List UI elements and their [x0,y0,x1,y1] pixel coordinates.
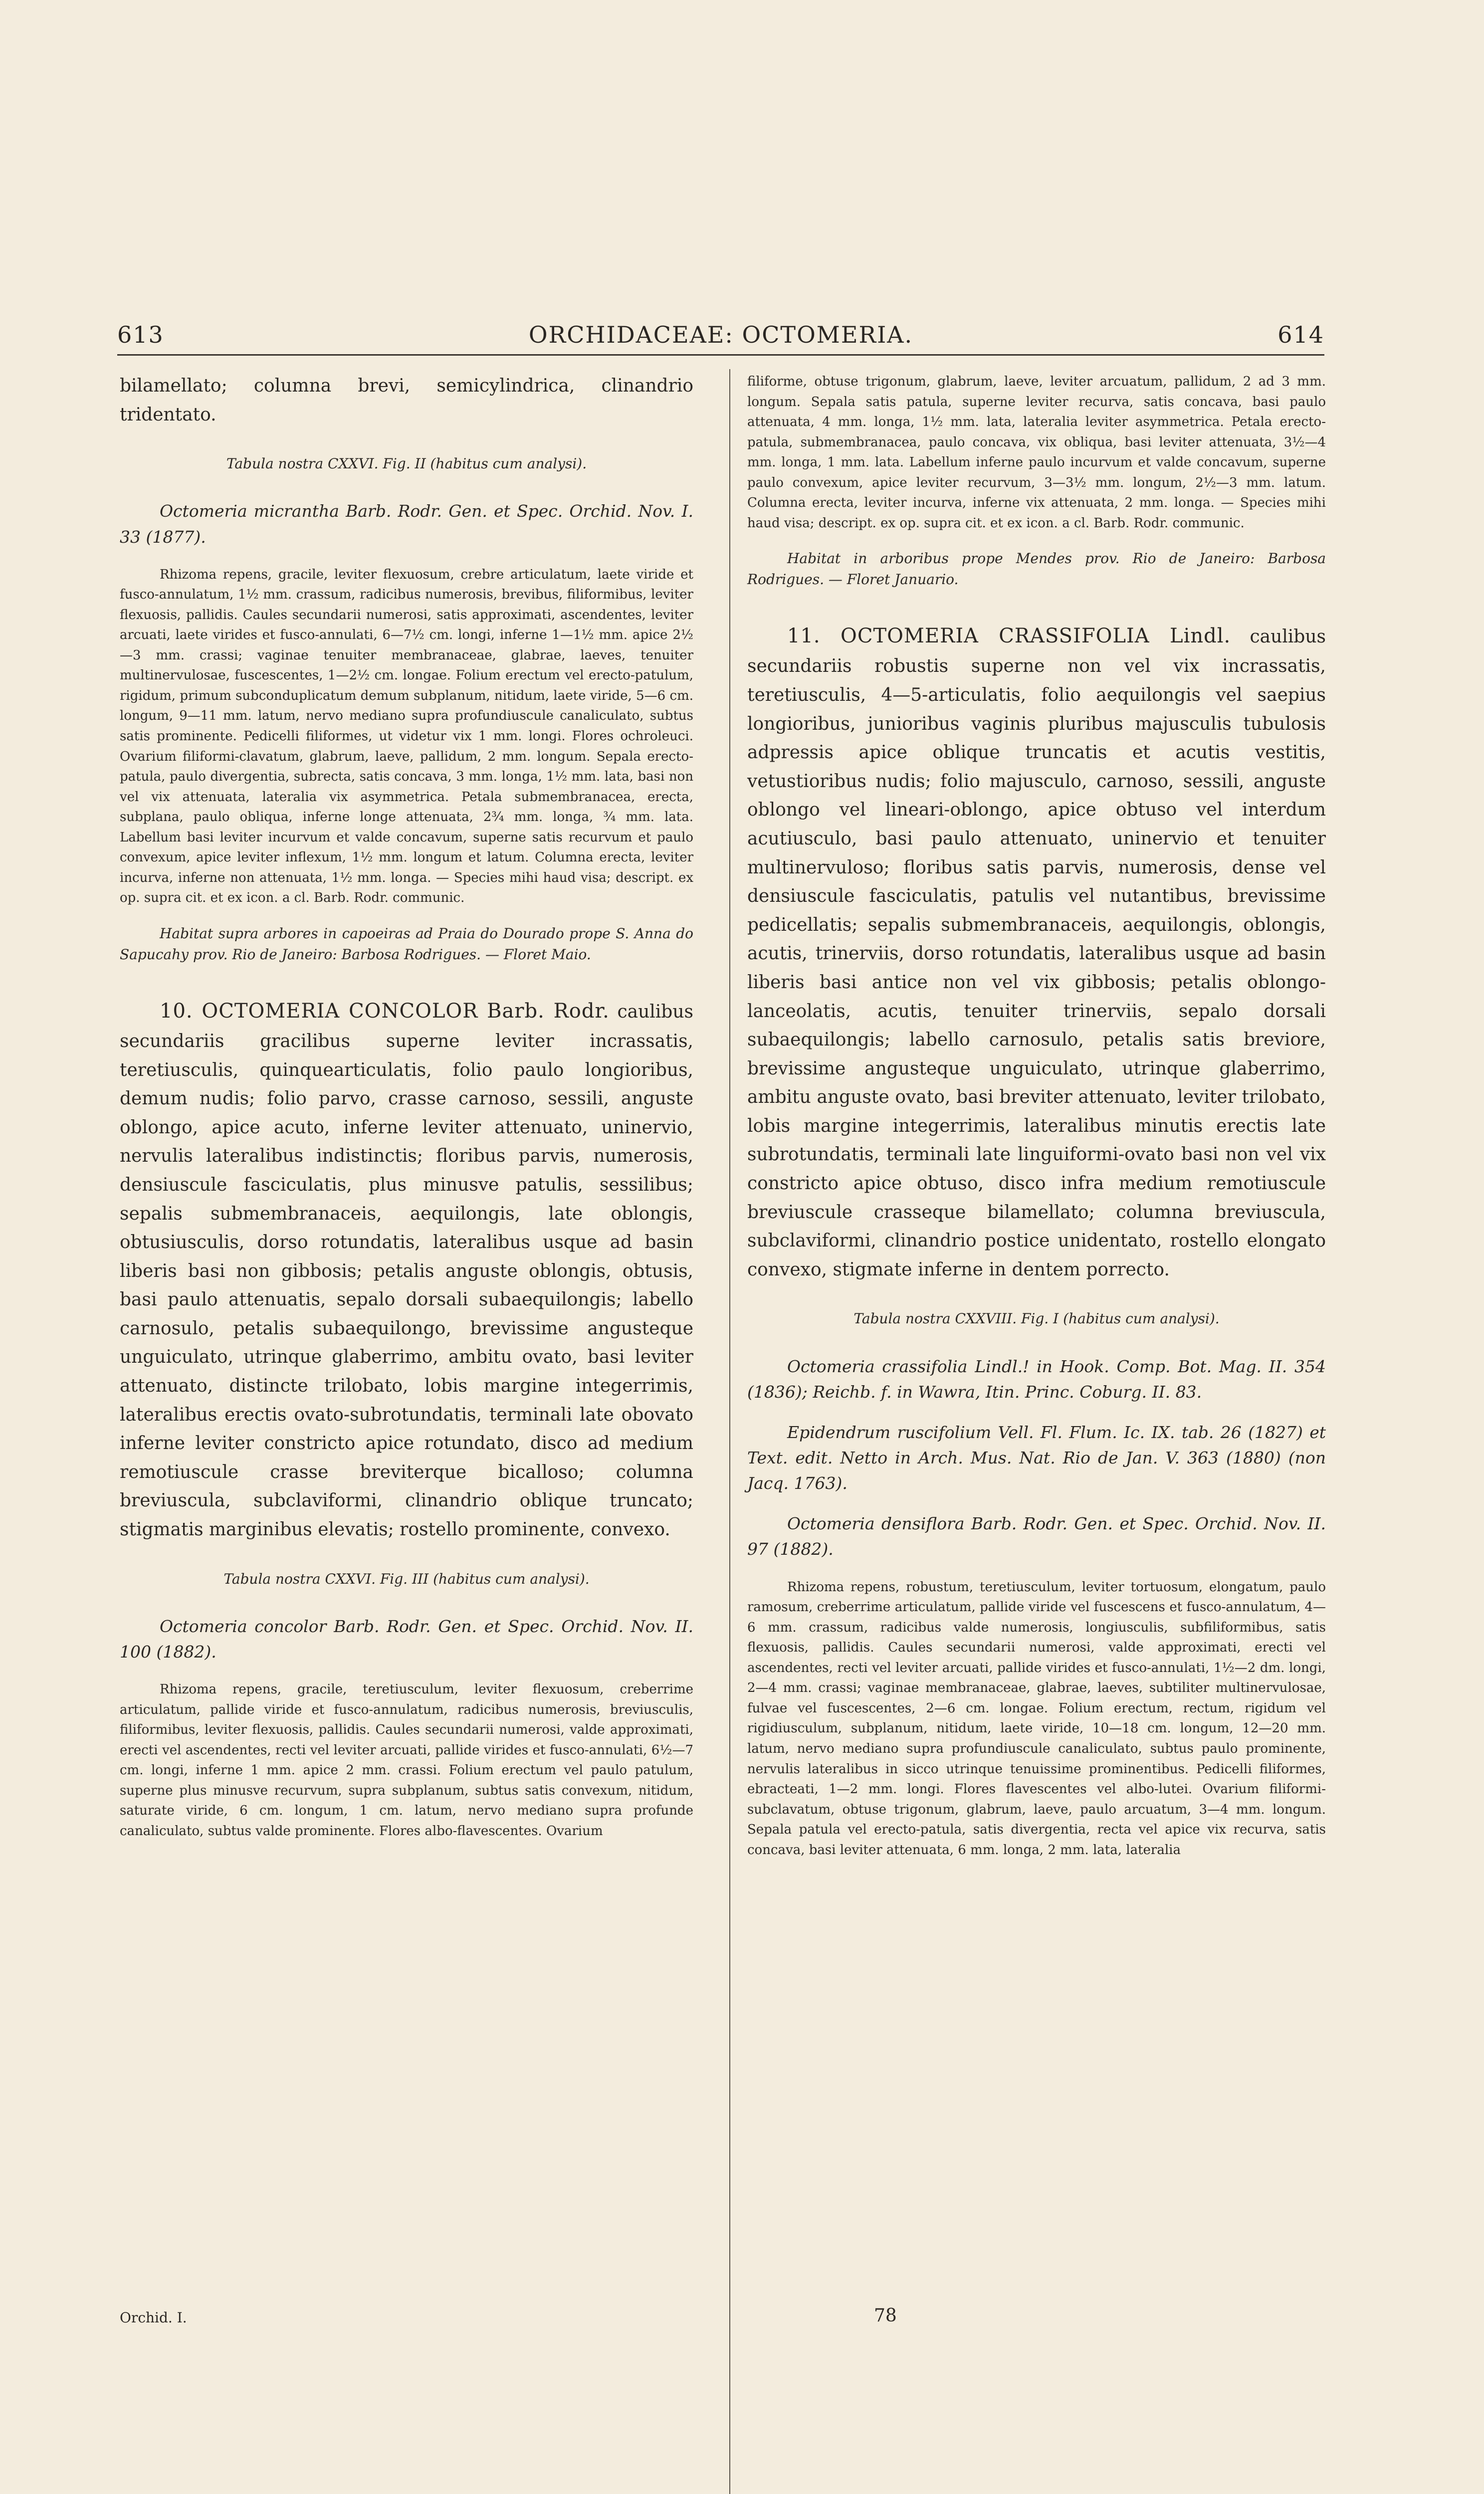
page-number-right: 614 [1277,321,1324,348]
right-column [747,372,1326,1875]
habitat: Habitat in arboribus prope Mendes prov. Rio de Janeiro: Barbosa Rodrigues. — Floret Januario. [747,550,1326,588]
description: Rhizoma repens, gracile, teretiusculum, leviter flexuosum, creberrime articulatum, pallide viride et fusco-annulatum, radicibus numerosis, breviusculis, filiformibus, leviter flexuosis, pallidis. Caules secundarii numerosi, valde approximati, erecti vel ascendentes, recti vel leviter arcuati, pallide virides et fusco-annulati, 6½—7 cm. longi, inferne 1 mm. apice 2 mm. crassi. Folium erectum vel paulo patulum, superne plus minusve recurvum, supra subplanum, subtus satis convexum, nitidum, saturate viride, 6 cm. longum, 1 cm. latum, nervo mediano supra profunde canaliculato, subtus valde prominente. Flores albo-flavescentes. Ovarium [120,1682,693,1839]
species-10-diagnosis: caulibus secundariis gracilibus superne leviter incrassatis, teretiusculis, quinquearticulatis, folio paulo longioribus, demum nudis; folio parvo, crasse carnoso, sessili, anguste oblongo, apice acuto, inferne leviter attenuato, uninervio, nervulis lateralibus indistinctis; floribus parvis, numerosis, densiuscule fasciculatis, plus minusve patulis, sessilibus; sepalis submembranaceis, aequilongis, late oblongis, obtusiusculis, dorso rotundatis, lateralibus usque ad basin liberis basi non gibbosis; petalis anguste oblongis, obtusis, basi paulo attenuatis, sepalo dorsali subaequilongis; labello carnosulo, petalis subaequilongo, brevissime angusteque unguiculato, utrinque glaberrimo, ambitu ovato, basi leviter attenuato, distincte trilobato, lobis margine integerrimis, lateralibus erectis ovato-subrotundatis, terminali late obovato inferne leviter constricto apice rotundato, disco ad medium remotiuscule crasse breviterque bicalloso; columna breviuscula, subclaviformi, clinandrio oblique truncato; stigmatis marginibus elevatis; rostello prominente, convexo. [120,1001,693,1540]
column-divider [729,369,730,2494]
species-11-diagnosis: caulibus secundariis robustis superne non vel vix incrassatis, teretiusculis, 4—5-articulatis, folio aequilongis vel saepius longioribus, junioribus vaginis pluribus majusculis tubulosis adpressis apice oblique truncatis et acutis vestitis, vetustioribus nudis; folio majusculo, carnoso, sessili, anguste oblongo vel lineari-oblongo, apice obtuso vel interdum acutiusculo, basi paulo attenuato, uninervio et tenuiter multinervuloso; floribus satis parvis, numerosis, dense vel densiuscule fasciculatis, patulis vel nutantibus, brevissime pedicellatis; sepalis submembranaceis, aequilongis, oblongis, acutis, trinerviis, dorso rotundatis, lateralibus usque ad basin liberis basi antice non vel vix gibbosis; petalis oblongo-lanceolatis, acutis, tenuiter trinerviis, sepalo dorsali subaequilongis; labello carnosulo, petalis satis breviore, brevissime angusteque unguiculato, utrinque glaberrimo, ambitu anguste ovato, basi breviter attenuato, leviter trilobato, lobis margine integerrimis, lateralibus minutis erectis late subrotundatis, terminali late linguiformi-ovato basi non vel vix constricto apice obtuso, disco infra medium remotiuscule breviuscule crasseque bilamellato; columna breviuscula, subclaviformi, clinandrio postice unidentato, rostello elongato convexo, stigmate inferne in dentem porrecto. [747,626,1326,1280]
species-10-heading: 10. OCTOMERIA CONCOLOR Barb. Rodr. [160,999,610,1023]
tabula-reference: Tabula nostra CXXVI. Fig. III (habitus cum analysi). [223,1570,590,1587]
species-10 [120,995,693,1544]
description: Rhizoma repens, robustum, teretiusculum, leviter tortuosum, elongatum, paulo ramosum, creberrime articulatum, pallide viride vel fuscescens et fusco-annulatum, 4—6 mm. crassum, radicibus valde numerosis, longiusculis, subfiliformibus, satis flexuosis, pallidis. Caules secundarii numerosi, valde approximati, erecti vel ascendentes, recti vel leviter arcuati, pallide virides et fusco-annulati, 1½—2 dm. longi, 2—4 mm. crassi; vaginae membranaceae, glabrae, laeves, subtiliter multinervulosae, fulvae vel fuscescentes, 2—6 cm. longae. Folium erectum, rectum, rigidum vel rigidiusculum, subplanum, nitidum, laete viride, 10—18 cm. longum, 12—20 mm. latum, nervo mediano supra profundiuscule canaliculato, subtus paulo prominente, nervulis lateralibus in sicco utrinque tenuissime prominentibus. Pedicelli filiformes, ebracteati, 1—2 mm. longi. Flores flavescentes vel albo-lutei. Ovarium filiformi-subclavatum, obtuse trigonum, glabrum, laeve, paulo arcuatum, 3—4 mm. longum. Sepala patula vel erecto-patula, satis divergentia, recta vel apice vix recurva, satis concava, basi leviter attenuata, 6 mm. longa, 2 mm. lata, lateralia [747,1579,1326,1858]
synonym: Octomeria crassifolia Lindl.! in Hook. Comp. Bot. Mag. II. 354 (1836); Reichb. f. in Wawra, Itin. Princ. Coburg. II. 83. [747,1356,1326,1402]
running-header [117,319,1324,356]
synonym: Octomeria densiflora Barb. Rodr. Gen. et Spec. Orchid. Nov. II. 97 (1882). [747,1514,1326,1559]
tabula-reference: Tabula nostra CXXVIII. Fig. I (habitus cum analysi). [853,1310,1220,1327]
description-continued: filiforme, obtuse trigonum, glabrum, laeve, leviter arcuatum, pallidum, 2 ad 3 mm. longum. Sepala satis patula, superne leviter recurva, satis concava, basi paulo attenuata, 4 mm. longa, 1½ mm. lata, lateralia leviter asymmetrica. Petala erecto-patula, submembranacea, paulo concava, vix obliqua, basi leviter attenuata, 3½—4 mm. longa, 1 mm. lata. Labellum inferne paulo incurvum et valde concavum, superne paulo convexum, apice leviter recurvum, 3—3½ mm. longum, 2½—3 mm. latum. Columna erecta, leviter incurva, inferne vix attenuata, 2 mm. longa. — Species mihi haud visa; descript. ex op. supra cit. et ex icon. a cl. Barb. Rodr. communic. [747,374,1326,531]
left-column [120,372,693,1856]
tabula-reference: Tabula nostra CXXVI. Fig. II (habitus cum analysi). [226,455,587,472]
species-11-heading: 11. OCTOMERIA CRASSIFOLIA Lindl. [787,624,1231,648]
synonym: Octomeria micrantha Barb. Rodr. Gen. et Spec. Orchid. Nov. I. 33 (1877). [120,501,693,547]
description: Rhizoma repens, gracile, leviter flexuosum, crebre articulatum, laete viride et fusco-annulatum, 1½ mm. crassum, radicibus numerosis, brevibus, filiformibus, leviter flexuosis, pallidis. Caules secundarii numerosi, satis approximati, ascendentes, leviter arcuati, laete virides et fusco-annulati, 6—7½ cm. longi, inferne 1—1½ mm. apice 2½—3 mm. crassi; vaginae tenuiter membranaceae, glabrae, laeves, tenuiter multinervulosae, fuscescentes, 1—2½ cm. longae. Folium erectum vel erecto-patulum, rigidum, primum subconduplicatum demum subplanum, nitidum, laete viride, 5—6 cm. longum, 9—11 mm. latum, nervo mediano supra profundiuscule canaliculato, subtus satis prominente. Pedicelli filiformes, ut videtur vix 1 mm. longi. Flores ochroleuci. Ovarium filiformi-clavatum, glabrum, laeve, pallidum, 2 mm. longum. Sepala erecto-patula, paulo divergentia, subrecta, satis concava, 3 mm. longa, 1½ mm. lata, basi non vel vix attenuata, lateralia vix asymmetrica. Petala submembranacea, erecta, subplana, paulo obliqua, inferne longe attenuata, 2¾ mm. longa, ¾ mm. lata. Labellum basi leviter incurvum et valde concavum, superne satis recurvum et paulo convexum, apice leviter inflexum, 1½ mm. longum et latum. Columna erecta, leviter incurva, inferne non attenuata, 1½ mm. longa. — Species mihi haud visa; descript. ex op. supra cit. et ex icon. a cl. Barb. Rodr. communic. [120,567,693,906]
signature-mark: Orchid. I. [120,2309,187,2326]
running-title: ORCHIDACEAE: OCTOMERIA. [528,321,913,348]
synonym: Epidendrum ruscifolium Vell. Fl. Flum. Ic. IX. tab. 26 (1827) et Text. edit. Netto in Arch. Mus. Nat. Rio de Jan. V. 363 (1880) (non Jacq. 1763). [747,1422,1326,1493]
species-11 [747,620,1326,1284]
page-number-left: 613 [117,321,164,348]
synonym: Octomeria concolor Barb. Rodr. Gen. et Spec. Orchid. Nov. II. 100 (1882). [120,1616,693,1662]
page-number-center: 78 [874,2305,897,2326]
intro-text: bilamellato; columna brevi, semicylindrica, clinandrio tridentato. [120,376,693,425]
habitat: Habitat supra arbores in capoeiras ad Praia do Dourado prope S. Anna do Sapucahy prov. Rio de Janeiro: Barbosa Rodrigues. — Floret Maio. [120,925,693,963]
